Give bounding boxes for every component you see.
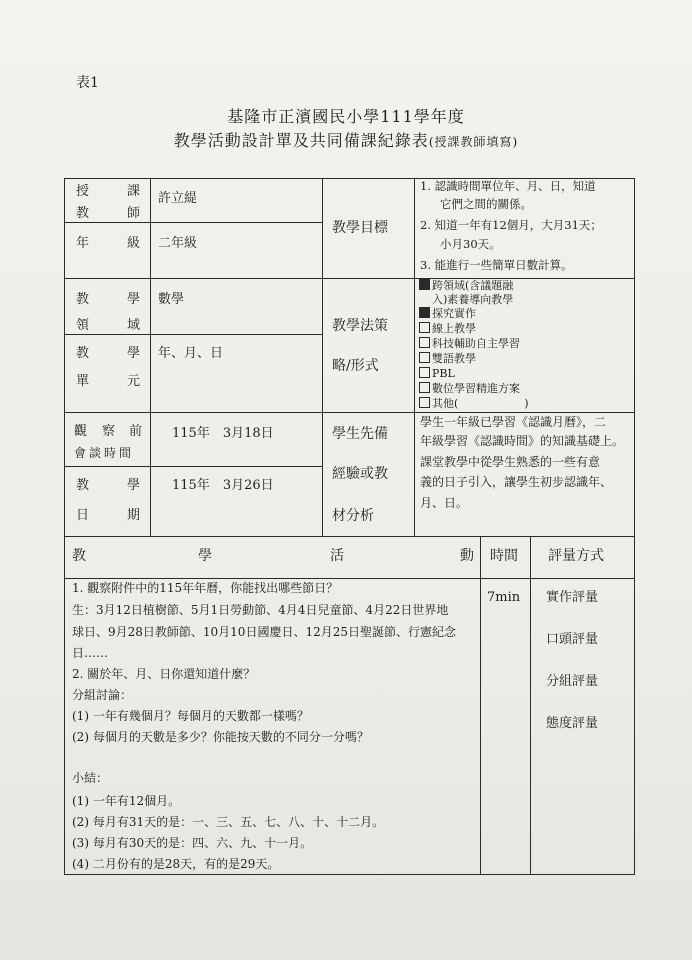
- activity-header-2: 學: [198, 548, 212, 564]
- strategy-option-label: 數位學習精進方案: [432, 382, 520, 395]
- prior-label-3: 材分析: [332, 508, 374, 524]
- strategy-option-pbl[interactable]: [419, 367, 455, 380]
- objective-line-2: 它們之間的關係。: [440, 197, 532, 211]
- prior-line-1: 學生一年級已學習《認識月曆》，二: [420, 415, 607, 429]
- checkbox-icon: [419, 397, 430, 408]
- evaluation-practical: 實作評量: [546, 590, 599, 605]
- unit-value: 年、月、日: [158, 346, 224, 361]
- strategy-option-other[interactable]: [419, 397, 529, 410]
- strategy-option-online[interactable]: [419, 322, 476, 335]
- evaluation-group: 分組評量: [546, 674, 599, 689]
- teacher-label-4: 師: [127, 206, 141, 221]
- pre-obs-label-1: 觀: [74, 424, 88, 439]
- unit-label-2: 學: [127, 346, 141, 361]
- unit-label-3: 單: [76, 374, 90, 389]
- prior-line-5: 月、日。: [420, 496, 469, 510]
- activity-line-7: (1) 一年有幾個月？每個月的天數都一樣嗎？: [72, 709, 309, 723]
- teach-date: 115年 3月26日: [172, 478, 274, 493]
- form-title: [0, 128, 692, 151]
- pre-obs-label-4: 會談時間: [74, 446, 135, 460]
- strategy-option-label: 其他( ): [432, 397, 529, 410]
- teach-date-label-2: 學: [127, 478, 141, 493]
- teacher-name: 許立緹: [158, 191, 198, 206]
- teach-date-label-1: 教: [76, 478, 90, 493]
- checkbox-checked-icon: [419, 279, 430, 290]
- prior-label-2: 經驗或教: [332, 466, 388, 482]
- domain-label-3: 領: [76, 318, 90, 333]
- domain-value: 數學: [158, 292, 185, 307]
- activity-line-2: 生：3月12日植樹節、5月1日勞動節、4月4日兒童節、4月22日世界地: [72, 603, 449, 617]
- domain-label-1: 教: [76, 292, 90, 307]
- activity-line-14: (4) 二月份有的是28天，有的是29天。: [72, 857, 280, 871]
- checkbox-icon: [419, 322, 430, 333]
- evaluation-attitude: 態度評量: [546, 716, 599, 731]
- teacher-label-3: 教: [76, 206, 90, 221]
- activity-line-3: 球日、9月28日教師節、10月10日國慶日、12月25日聖誕節、行憲紀念: [72, 625, 456, 639]
- checkbox-icon: [419, 352, 430, 363]
- grade-label-2: 級: [127, 236, 141, 251]
- strategy-label-2: 略/形式: [332, 358, 379, 374]
- strategy-option-continuation: 入)素養導向教學: [432, 293, 514, 306]
- checkbox-icon: [419, 337, 430, 348]
- pre-obs-label-2: 察: [102, 424, 116, 439]
- objective-line-3: 2. 知道一年有12個月，大月31天；: [420, 218, 602, 232]
- objective-line-4: 小月30天。: [440, 237, 501, 251]
- unit-label-1: 教: [76, 346, 90, 361]
- activity-line-1: 1. 觀察附件中的115年年曆，你能找出哪些節日？: [72, 581, 339, 595]
- activity-line-8: (2) 每個月的天數是多少？你能按天數的不同分一分嗎？: [72, 730, 369, 744]
- form-title-main: 教學活動設計單及共同備課紀錄表: [173, 131, 429, 150]
- strategy-option-cross-domain[interactable]: [419, 279, 513, 292]
- unit-label-4: 元: [127, 374, 141, 389]
- teacher-label-2: 課: [127, 184, 141, 199]
- strategy-option-label: 科技輔助自主學習: [432, 337, 520, 350]
- strategy-label-1: 教學法策: [332, 318, 388, 334]
- evaluation-oral: 口頭評量: [546, 632, 599, 647]
- activity-line-4: 日……: [72, 646, 109, 660]
- activity-line-5: 2. 關於年、月、日你還知道什麼？: [72, 667, 256, 681]
- grade-label-1: 年: [76, 236, 90, 251]
- strategy-option-digital[interactable]: [419, 382, 520, 395]
- strategy-option-label: 線上教學: [432, 322, 476, 335]
- form-label: 表1: [76, 75, 99, 91]
- domain-label-2: 學: [127, 292, 141, 307]
- teacher-label-1: 授: [76, 184, 90, 199]
- strategy-option-label: PBL: [432, 367, 455, 380]
- activity-line-6: 分組討論：: [72, 688, 133, 702]
- activity-header-3: 活: [330, 548, 344, 564]
- objective-line-1: 1. 認識時間單位年、月、日，知道: [420, 179, 596, 193]
- pre-obs-label-3: 前: [129, 424, 143, 439]
- prior-line-2: 年級學習《認識時間》的知識基礎上。: [420, 434, 625, 448]
- activity-header-4: 動: [460, 548, 474, 564]
- strategy-option-inquiry[interactable]: [419, 307, 476, 320]
- activity-line-10: 小結：: [72, 771, 109, 785]
- teach-date-label-3: 日: [76, 508, 90, 523]
- prior-label-1: 學生先備: [332, 426, 388, 442]
- checkbox-icon: [419, 367, 430, 378]
- pre-obs-date: 115年 3月18日: [172, 426, 274, 441]
- activity-line-12: (2) 每月有31天的是：一、三、五、七、八、十、十二月。: [72, 815, 385, 829]
- form-title-note: (授課教師填寫): [428, 135, 519, 149]
- checkbox-checked-icon: [419, 307, 430, 318]
- strategy-option-bilingual[interactable]: [419, 352, 476, 365]
- strategy-option-label: 跨領域(含議題融: [432, 279, 514, 292]
- objective-line-5: 3. 能進行一些簡單日數計算。: [420, 258, 573, 272]
- teach-date-label-4: 期: [127, 508, 141, 523]
- objectives-label: 教學目標: [332, 220, 388, 236]
- activity-header-1: 教: [72, 548, 86, 564]
- strategy-option-tech[interactable]: [419, 337, 520, 350]
- time-header: 時間: [490, 548, 518, 564]
- grade-value: 二年級: [158, 236, 198, 251]
- activity-line-11: (1) 一年有12個月。: [72, 794, 181, 808]
- prior-line-3: 課堂教學中從學生熟悉的一些有意: [420, 455, 601, 469]
- prior-line-4: 義的日子引入，讓學生初步認識年、: [420, 475, 613, 489]
- strategy-option-label: 探究實作: [432, 307, 476, 320]
- checkbox-icon: [419, 382, 430, 393]
- strategy-option-label: 雙語教學: [432, 352, 476, 365]
- activity-time: 7min: [487, 590, 521, 605]
- activity-line-13: (3) 每月有30天的是：四、六、九、十一月。: [72, 836, 313, 850]
- evaluation-header: 評量方式: [548, 548, 604, 564]
- school-title: 基隆市正濱國民小學111學年度: [227, 107, 465, 126]
- domain-label-4: 域: [127, 318, 141, 333]
